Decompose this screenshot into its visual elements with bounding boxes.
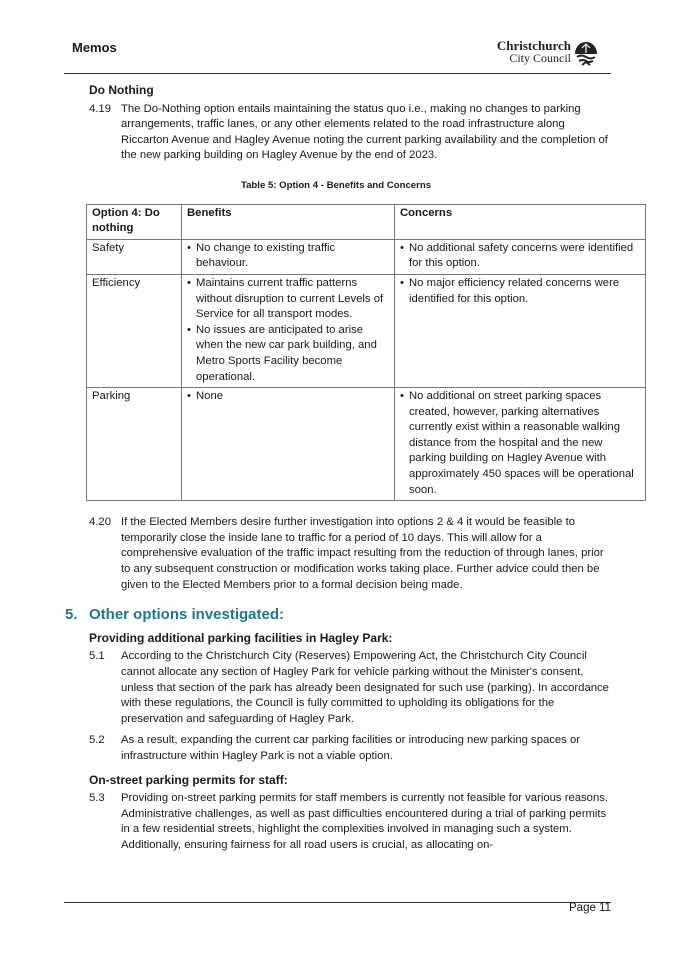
logo-line2: City Council [509, 51, 571, 65]
logo-text [497, 40, 571, 64]
table-caption: Table 5: Option 4 - Benefits and Concerns [240, 179, 432, 191]
header-divider [64, 73, 611, 74]
concern-item: • No additional on street parking spaces created, however, parking alternatives currently exist within a reasonable walking distance from the hospital and the new parking building on Hagley Avenue with approximately 450 spaces will be operational soon. [400, 389, 640, 498]
subheading-hagley-park: Providing additional parking facilities in Hagley Park: [89, 630, 393, 645]
council-emblem-icon [573, 41, 599, 67]
table-row-safety [87, 239, 646, 274]
benefit-item: • None [187, 389, 389, 405]
concerns-cell [395, 388, 646, 501]
section-title: Other options investigated: [89, 606, 285, 624]
paragraph-4-20 [89, 515, 613, 593]
table-header-concerns: Concerns [395, 204, 646, 239]
concerns-cell [395, 239, 646, 274]
row-label: Efficiency [87, 274, 182, 387]
subheading-parking-permits: On-street parking permits for staff: [89, 772, 288, 787]
row-label: Safety [87, 239, 182, 274]
logo-line1: Christchurch [496, 38, 571, 53]
paragraph-5-3 [89, 791, 613, 853]
benefit-item: • No change to existing traffic behaviour. [187, 241, 389, 272]
paragraph-5-1 [89, 649, 613, 727]
paragraph-text: If the Elected Members desire further investigation into options 2 & 4 it would be feasible to temporarily close the inside lane to traffic for a period of 10 days. This will allow for a comprehensive evaluation of the traffic impact resulting from the reduction of through lanes, prior to any subsequent construction or modification works taking place. Further advice could then be given to the Elected Members prior to a formal decision being made. [121, 516, 604, 591]
footer-divider [64, 902, 611, 903]
paragraph-number: 5.1 [89, 650, 105, 663]
benefits-concerns-table [86, 204, 646, 502]
benefits-cell [182, 239, 395, 274]
paragraph-text: As a result, expanding the current car parking facilities or introducing new parking spaces or infrastructure within Hagley Park is not a viable option. [121, 734, 581, 762]
paragraph-text: According to the Christchurch City (Reserves) Empowering Act, the Christchurch City Council cannot allocate any section of Hagley Park for vehicle parking without the Minister's consent, unless that section of the park has already been designated for such use (parking). In accordance with these regulations, the Council is fully committed to upholding its obligations for the preservation and safeguarding of Hagley Park. [121, 650, 609, 725]
paragraph-text: The Do-Nothing option entails maintaining the status quo i.e., making no changes to parking arrangements, traffic lanes, or any other elements related to the road infrastructure along Riccarton Avenue and Hagley Avenue noting the current parking availability and the completion of the new parking building on Hagley Avenue by the end of 2023. [121, 102, 608, 162]
paragraph-4-19 [89, 102, 613, 164]
table-row-efficiency [87, 274, 646, 387]
benefits-cell [182, 388, 395, 501]
paragraph-number: 5.3 [89, 792, 105, 805]
paragraph-number: 5.2 [89, 734, 105, 747]
paragraph-number: 4.20 [89, 516, 111, 529]
paragraph-5-2 [89, 733, 613, 764]
paragraph-text: Providing on-street parking permits for staff members is currently not feasible for various reasons. Administrative challenges, as well as past difficulties encountered during a trial of parking permits in a few residential streets, highlight the complexities involved in managing such a system. Additionally, ensuring fairness for all road users is crucial, as allocating on- [121, 792, 609, 851]
table-row-parking [87, 388, 646, 501]
table-header-row [87, 204, 646, 239]
table-header-option: Option 4: Do nothing [87, 204, 182, 239]
concern-item: • No major efficiency related concerns were identified for this option. [400, 276, 640, 307]
header-title: Memos [72, 40, 117, 55]
section-heading [65, 607, 613, 623]
table-header-benefits: Benefits [182, 204, 395, 239]
paragraph-number: 4.19 [89, 102, 111, 115]
section-number: 5. [65, 606, 78, 624]
row-label: Parking [87, 388, 182, 501]
concerns-cell [395, 274, 646, 387]
council-logo [497, 40, 601, 68]
page-number: Page 11 [569, 902, 611, 914]
page-content [65, 83, 634, 854]
benefit-item: • Maintains current traffic patterns without disruption to current Levels of Service for all transport modes. [187, 276, 389, 323]
benefit-item: • No issues are anticipated to arise when the new car park building, and Metro Sports Facility become operational. [187, 323, 389, 385]
concern-item: • No additional safety concerns were identified for this option. [400, 241, 640, 272]
do-nothing-heading: Do Nothing [89, 83, 154, 97]
benefits-cell [182, 274, 395, 387]
